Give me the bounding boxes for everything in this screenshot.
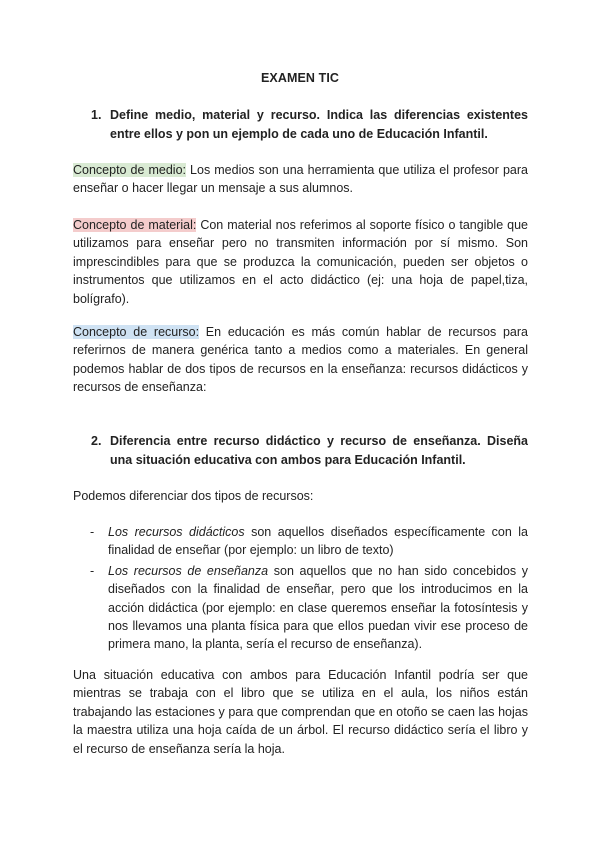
list-item-text: son aquellos diseñados específicamente con la finalidad de enseñar (por ejemplo: un libro de texto) [108,525,528,558]
list-item-text: son aquellos que no han sido concebidos y diseñados con la finalidad de enseñar, pero que los introducimos en la acción didáctica (por ejemplo: en clase queremos enseñar la fotosíntesis y nos llevamos una planta física para que ellos puedan vivir ese proceso de primera mano, la planta, sería el recurso de enseñanza). [108,563,528,652]
list-item [73,562,528,654]
resource-list [73,523,528,656]
paragraph-recurso [73,323,528,397]
question-1 [91,106,528,143]
list-bullet: - [90,525,95,539]
medio-text: Los medios son una herramienta que utiliza el profesor para enseñar o hacer llegar un mensaje a sus alumnos. [73,163,528,196]
paragraph-situacion: Una situación educativa con ambos para Educación Infantil podría ser que mientras se trabaja con el libro que se utiliza en el aula, los niños están trabajando las estaciones y para que comprendan que en otoño se caen las hojas la maestra utiliza una hoja caída de un árbol. El recurso didáctico sería el libro y el recurso de enseñanza sería la hoja. [73,668,528,756]
medio-label: Concepto de medio: [73,163,187,177]
material-text: Con material nos referimos al soporte físico o tangible que utilizamos para enseñar pero no transmiten información por sí mismo. Son imprescindibles para que se produzca la comunicación, pueden ser objetos o instrumentos que utilizamos en el acto didáctico (ej: una hoja de papel,tiza, bolígrafo). [73,218,529,306]
list-item-term: Los recursos de enseñanza [108,563,269,578]
question-1-text: Define medio, material y recurso. Indica las diferencias existentes entre ellos y pon un ejemplo de cada uno de Educación Infantil. [110,108,528,141]
question-2-text: Diferencia entre recurso didáctico y recurso de enseñanza. Diseña una situación educativa con ambos para Educación Infantil. [110,434,528,467]
recurso-label: Concepto de recurso: [73,325,200,339]
question-1-number: 1. [91,108,102,122]
exam-title: EXAMEN TIC [260,71,340,85]
question-2-number: 2. [91,434,102,448]
material-label: Concepto de material: [73,218,197,232]
list-item [73,523,528,560]
recurso-text: En educación es más común hablar de recursos para referirnos de manera genérica tanto a medios como a materiales. En general podemos hablar de dos tipos de recursos en la enseñanza: recursos didácticos y recursos de enseñanza: [73,325,528,395]
paragraph-medio [73,161,528,198]
list-item-term: Los recursos didácticos [108,525,245,539]
paragraph-intro: Podemos diferenciar dos tipos de recursos: [73,489,314,503]
question-2 [91,432,528,469]
paragraph-material [73,216,528,308]
list-bullet: - [90,563,95,578]
